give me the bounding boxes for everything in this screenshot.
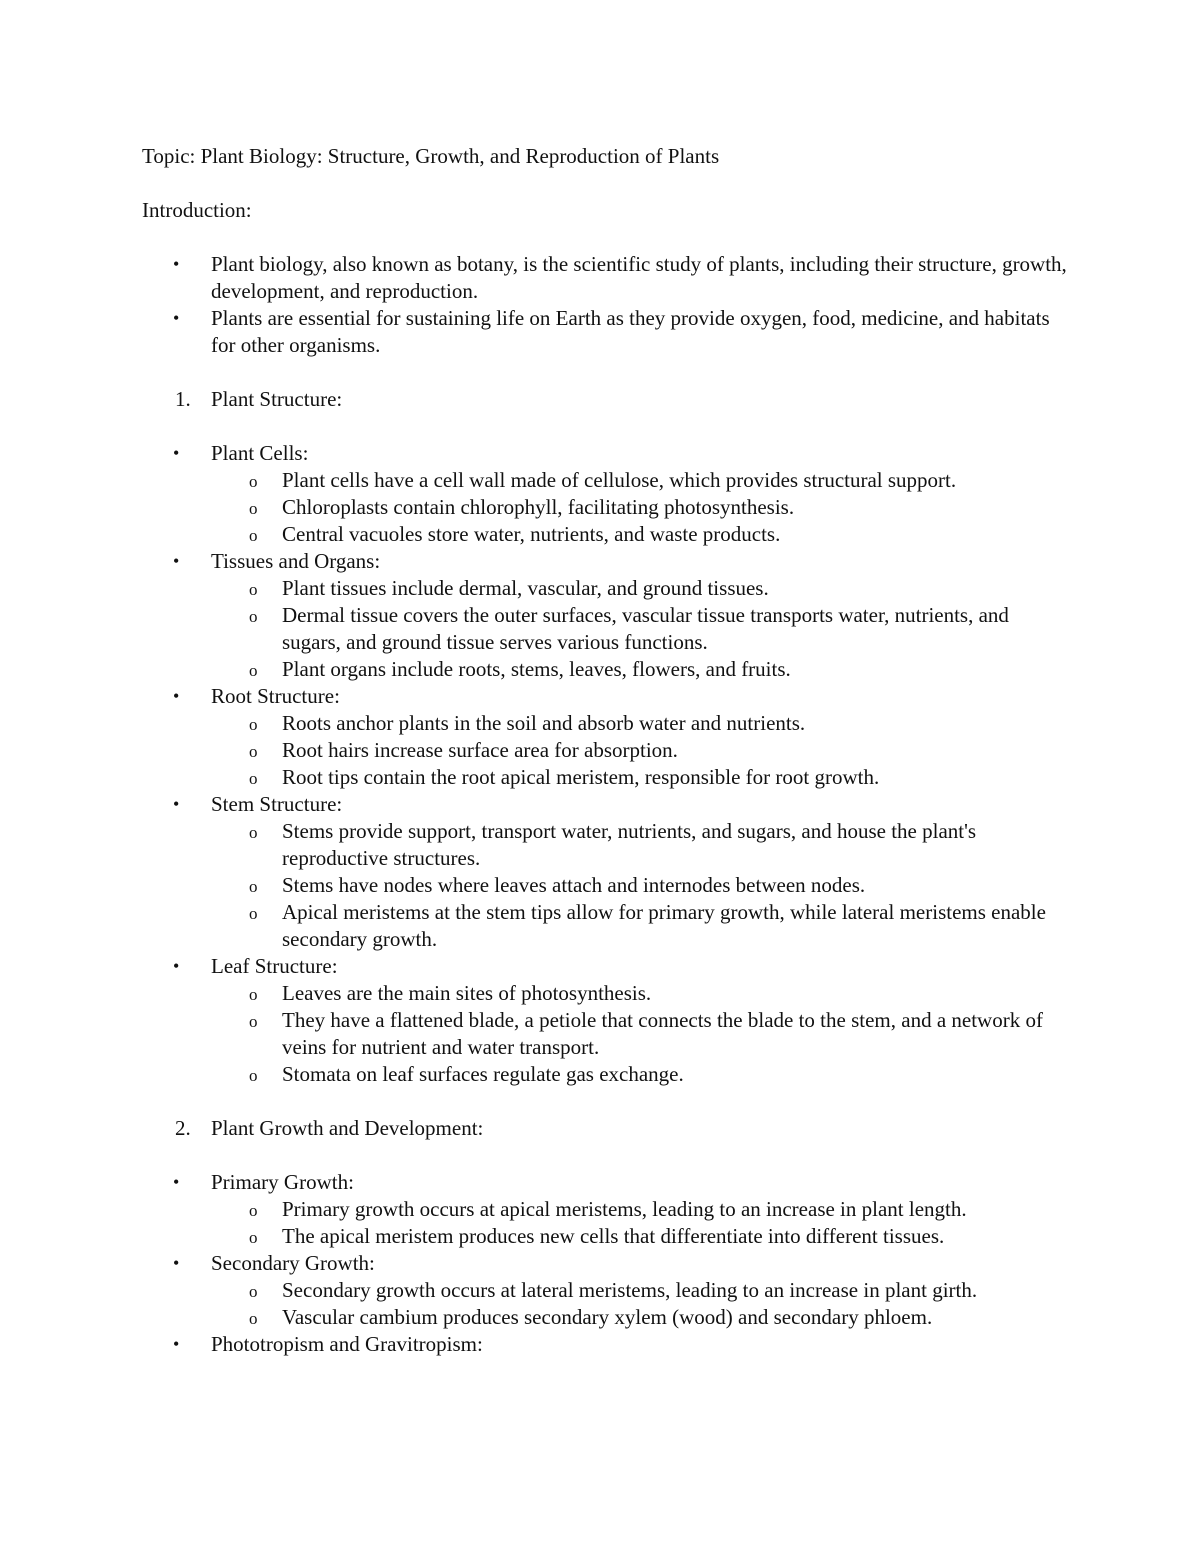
list-item (142, 791, 1072, 818)
group-title: Tissues and Organs: (211, 549, 381, 573)
list-item (142, 953, 1072, 980)
sub-bullet-icon: o (249, 1228, 258, 1247)
list-item (142, 1169, 1072, 1196)
bullet-icon: • (173, 1253, 180, 1273)
bullet-icon: • (173, 794, 180, 814)
sub-item-text: Secondary growth occurs at lateral meristems, leading to an increase in plant girth. (282, 1278, 978, 1302)
bullet-icon: • (173, 1334, 180, 1354)
sub-bullet-icon: o (249, 499, 258, 518)
sub-bullet-icon: o (249, 1012, 258, 1031)
sub-bullet-icon: o (249, 661, 258, 680)
sub-list-item (142, 899, 1072, 953)
section-number: 2. (175, 1116, 191, 1140)
bullet-icon: • (173, 308, 180, 328)
sub-list-item (142, 1196, 1072, 1223)
sub-item-text: Dermal tissue covers the outer surfaces, vascular tissue transports water, nutrients, and sugars, and ground tissue serves various functions. (282, 603, 1009, 654)
sub-item-text: Root tips contain the root apical meristem, responsible for root growth. (282, 765, 880, 789)
section-1-heading (142, 386, 1072, 413)
list-item (142, 305, 1072, 359)
sub-bullet-icon: o (249, 472, 258, 491)
sub-list-item (142, 521, 1072, 548)
list-item (142, 251, 1072, 305)
sub-list-item (142, 1223, 1072, 1250)
spacer (142, 1088, 1072, 1115)
sub-list-item (142, 602, 1072, 656)
section-1-list (142, 440, 1072, 1088)
introduction-list (142, 251, 1072, 359)
sub-item-text: Stomata on leaf surfaces regulate gas exchange. (282, 1062, 684, 1086)
sub-item-text: Primary growth occurs at apical meristems, leading to an increase in plant length. (282, 1197, 967, 1221)
list-item (142, 683, 1072, 710)
sub-item-text: Chloroplasts contain chlorophyll, facilitating photosynthesis. (282, 495, 795, 519)
group-title: Stem Structure: (211, 792, 343, 816)
sub-bullet-icon: o (249, 715, 258, 734)
list-item (142, 1250, 1072, 1277)
sub-bullet-icon: o (249, 1066, 258, 1085)
bullet-icon: • (173, 254, 180, 274)
spacer (142, 413, 1072, 440)
sub-item-text: Central vacuoles store water, nutrients, and waste products. (282, 522, 781, 546)
sub-bullet-icon: o (249, 580, 258, 599)
section-1-heading-list (142, 386, 1072, 413)
list-item (142, 548, 1072, 575)
sub-bullet-icon: o (249, 742, 258, 761)
sub-bullet-icon: o (249, 1282, 258, 1301)
sub-bullet-icon: o (249, 904, 258, 923)
section-2-heading (142, 1115, 1072, 1142)
sub-list-item (142, 710, 1072, 737)
sub-item-text: Stems provide support, transport water, nutrients, and sugars, and house the plant's reproductive structures. (282, 819, 977, 870)
sub-list-item (142, 764, 1072, 791)
bullet-icon: • (173, 686, 180, 706)
sub-item-text: They have a flattened blade, a petiole that connects the blade to the stem, and a network of veins for nutrient and water transport. (282, 1008, 1043, 1059)
document-body (142, 143, 1072, 1358)
sub-item-text: Plant organs include roots, stems, leaves, flowers, and fruits. (282, 657, 791, 681)
spacer (142, 359, 1072, 386)
sub-item-text: Vascular cambium produces secondary xylem (wood) and secondary phloem. (282, 1305, 933, 1329)
spacer (142, 224, 1072, 251)
group-title: Plant Cells: (211, 441, 309, 465)
sub-bullet-icon: o (249, 985, 258, 1004)
sub-item-text: Plant cells have a cell wall made of cellulose, which provides structural support. (282, 468, 957, 492)
bullet-icon: • (173, 443, 180, 463)
sub-list-item (142, 1007, 1072, 1061)
sub-list-item (142, 656, 1072, 683)
sub-list-item (142, 872, 1072, 899)
sub-list-item (142, 467, 1072, 494)
group-title: Primary Growth: (211, 1170, 354, 1194)
group-title: Phototropism and Gravitropism: (211, 1332, 483, 1356)
section-title: Plant Structure: (211, 387, 343, 411)
sub-item-text: Leaves are the main sites of photosynthesis. (282, 981, 652, 1005)
sub-item-text: Root hairs increase surface area for absorption. (282, 738, 678, 762)
sub-list-item (142, 818, 1072, 872)
sub-bullet-icon: o (249, 1309, 258, 1328)
sub-bullet-icon: o (249, 1201, 258, 1220)
sub-bullet-icon: o (249, 823, 258, 842)
list-item-text: Plants are essential for sustaining life on Earth as they provide oxygen, food, medicine, and habitats for other organisms. (211, 306, 1050, 357)
sub-list-item (142, 494, 1072, 521)
spacer (142, 1142, 1072, 1169)
section-2-heading-list (142, 1115, 1072, 1142)
section-2-list (142, 1169, 1072, 1358)
introduction-heading: Introduction: (142, 198, 252, 222)
list-item-text: Plant biology, also known as botany, is the scientific study of plants, including their structure, growth, development, and reproduction. (211, 252, 1067, 303)
group-title: Leaf Structure: (211, 954, 338, 978)
sub-list-item (142, 575, 1072, 602)
sub-item-text: The apical meristem produces new cells that differentiate into different tissues. (282, 1224, 945, 1248)
bullet-icon: • (173, 551, 180, 571)
section-title: Plant Growth and Development: (211, 1116, 484, 1140)
sub-list-item (142, 737, 1072, 764)
list-item (142, 440, 1072, 467)
group-title: Root Structure: (211, 684, 340, 708)
sub-list-item (142, 1277, 1072, 1304)
section-number: 1. (175, 387, 191, 411)
sub-item-text: Roots anchor plants in the soil and absorb water and nutrients. (282, 711, 806, 735)
spacer (142, 170, 1072, 197)
sub-list-item (142, 1304, 1072, 1331)
list-item (142, 1331, 1072, 1358)
sub-bullet-icon: o (249, 526, 258, 545)
sub-list-item (142, 1061, 1072, 1088)
sub-bullet-icon: o (249, 607, 258, 626)
sub-item-text: Stems have nodes where leaves attach and internodes between nodes. (282, 873, 866, 897)
sub-item-text: Apical meristems at the stem tips allow for primary growth, while lateral meristems enable secondary growth. (282, 900, 1046, 951)
topic-title: Topic: Plant Biology: Structure, Growth, and Reproduction of Plants (142, 144, 720, 168)
sub-bullet-icon: o (249, 877, 258, 896)
bullet-icon: • (173, 1172, 180, 1192)
group-title: Secondary Growth: (211, 1251, 375, 1275)
sub-list-item (142, 980, 1072, 1007)
sub-bullet-icon: o (249, 769, 258, 788)
bullet-icon: • (173, 956, 180, 976)
sub-item-text: Plant tissues include dermal, vascular, and ground tissues. (282, 576, 769, 600)
